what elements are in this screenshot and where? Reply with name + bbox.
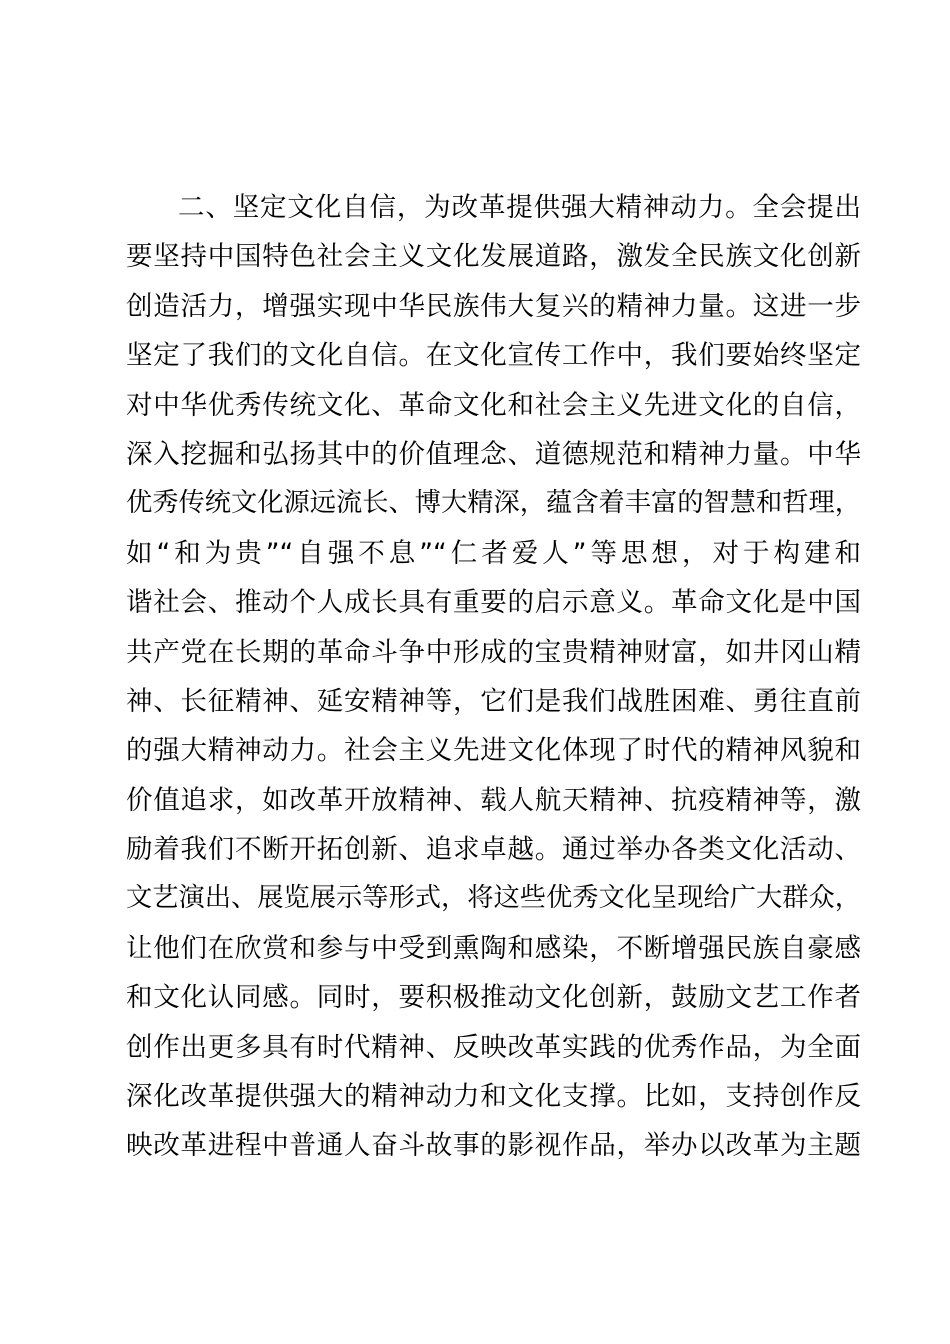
paragraph-line: 励着我们不断开拓创新、追求卓越。通过举办各类文化活动、	[126, 834, 861, 866]
paragraph-line: 谐社会、推动个人成长具有重要的启示意义。革命文化是中国	[126, 587, 861, 619]
paragraph-line: 深化改革提供强大的精神动力和文化支撑。比如，支持创作反	[126, 1081, 861, 1113]
paragraph-line: 如“和为贵”“自强不息”“仁者爱人”等思想，对于构建和	[126, 537, 861, 569]
paragraph-line: 坚定了我们的文化自信。在文化宣传工作中，我们要始终坚定	[126, 340, 861, 372]
paragraph-line: 的强大精神动力。社会主义先进文化体现了时代的精神风貌和	[126, 735, 861, 767]
paragraph-line: 创作出更多具有时代精神、反映改革实践的优秀作品，为全面	[126, 1031, 861, 1063]
paragraph-line: 创造活力，增强实现中华民族伟大复兴的精神力量。这进一步	[126, 290, 861, 322]
paragraph-line: 神、长征精神、延安精神等，它们是我们战胜困难、勇往直前	[126, 685, 861, 717]
paragraph-line: 对中华优秀传统文化、革命文化和社会主义先进文化的自信，	[126, 389, 861, 421]
paragraph-line: 和文化认同感。同时，要积极推动文化创新，鼓励文艺工作者	[126, 982, 861, 1014]
paragraph-line: 深入挖掘和弘扬其中的价值理念、道德规范和精神力量。中华	[126, 438, 861, 470]
paragraph-line: 优秀传统文化源远流长、博大精深，蕴含着丰富的智慧和哲理，	[126, 488, 861, 519]
paragraph-line: 映改革进程中普通人奋斗故事的影视作品，举办以改革为主题	[126, 1130, 861, 1162]
body-paragraph	[126, 183, 861, 1171]
paragraph-line: 让他们在欣赏和参与中受到熏陶和感染，不断增强民族自豪感	[126, 932, 861, 964]
paragraph-line: 二、坚定文化自信，为改革提供强大精神动力。全会提出	[178, 192, 861, 223]
paragraph-line: 要坚持中国特色社会主义文化发展道路，激发全民族文化创新	[126, 241, 861, 273]
paragraph-line: 价值追求，如改革开放精神、载人航天精神、抗疫精神等，激	[126, 784, 861, 816]
paragraph-line: 文艺演出、展览展示等形式，将这些优秀文化呈现给广大群众，	[126, 883, 861, 914]
paragraph-line: 共产党在长期的革命斗争中形成的宝贵精神财富，如井冈山精	[126, 636, 861, 668]
